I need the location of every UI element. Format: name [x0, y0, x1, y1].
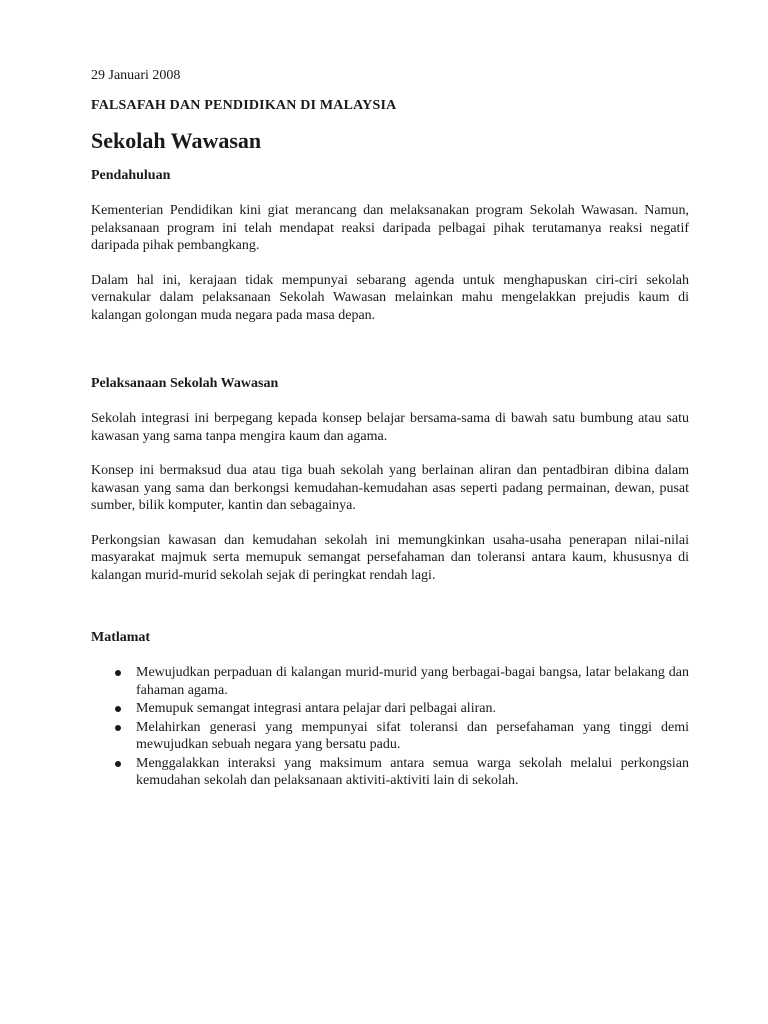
bullet-icon — [115, 725, 121, 731]
paragraph: Kementerian Pendidikan kini giat merancang dan melaksanakan program Sekolah Wawasan. Namun, pelaksanaan program ini telah mendapat reaksi daripada pelbagai pihak terutamanya reaksi negatif daripada pihak pembangkang. — [91, 203, 689, 253]
section-heading: Matlamat — [91, 630, 151, 645]
section-matlamat — [91, 628, 689, 790]
document-subject: FALSAFAH DAN PENDIDIKAN DI MALAYSIA — [91, 98, 397, 113]
section-pelaksanaan — [91, 374, 689, 584]
paragraph: Perkongsian kawasan dan kemudahan sekolah ini memungkinkan usaha-usaha penerapan nilai-nilai masyarakat majmuk serta memupuk semangat persefahaman dan toleransi antara kaum, khususnya di kalangan murid-murid sekolah sejak di peringkat rendah lagi. — [91, 532, 689, 583]
list-item — [91, 755, 689, 790]
paragraph: Konsep ini bermaksud dua atau tiga buah sekolah yang berlainan aliran dan pentadbiran dibina dalam kawasan yang sama dan berkongsi kemudahan-kemudahan asas seperti padang permainan, dewan, pusat sumber, bilik komputer, kantin dan sebagainya. — [91, 463, 689, 513]
list-item-text: Melahirkan generasi yang mempunyai sifat toleransi dan persefahaman yang tinggi demi mewujudkan sebuah negara yang bersatu padu. — [136, 719, 689, 752]
list-item — [91, 664, 689, 699]
paragraph: Sekolah integrasi ini berpegang kepada konsep belajar bersama-sama di bawah satu bumbung atau satu kawasan yang sama tanpa mengira kaum dan agama. — [91, 411, 689, 444]
bullet-icon — [115, 761, 121, 767]
list-item-text: Memupuk semangat integrasi antara pelajar dari pelbagai aliran. — [136, 701, 496, 716]
list-item-text: Mewujudkan perpaduan di kalangan murid-murid yang berbagai-bagai bangsa, latar belakang dan fahaman agama. — [136, 665, 689, 698]
bullet-icon — [115, 706, 121, 712]
document-title: Sekolah Wawasan — [91, 128, 262, 153]
document-page — [91, 66, 689, 791]
section-pendahuluan — [91, 166, 689, 324]
list-item-text: Menggalakkan interaksi yang maksimum antara semua warga sekolah melalui perkongsian kemudahan sekolah dan pelaksanaan aktiviti-aktiviti lain di sekolah. — [136, 755, 689, 788]
bullet-icon — [115, 670, 121, 676]
section-heading: Pendahuluan — [91, 168, 171, 183]
list-item — [91, 719, 689, 754]
bullet-list — [91, 664, 689, 790]
paragraph: Dalam hal ini, kerajaan tidak mempunyai sebarang agenda untuk menghapuskan ciri-ciri sekolah vernakular dalam pelaksanaan Sekolah Wawasan melainkan mahu mengelakkan prejudis kaum di kalangan golongan muda negara pada masa depan. — [91, 272, 689, 323]
list-item — [91, 700, 689, 718]
section-heading: Pelaksanaan Sekolah Wawasan — [91, 376, 279, 391]
document-date: 29 Januari 2008 — [91, 68, 181, 83]
